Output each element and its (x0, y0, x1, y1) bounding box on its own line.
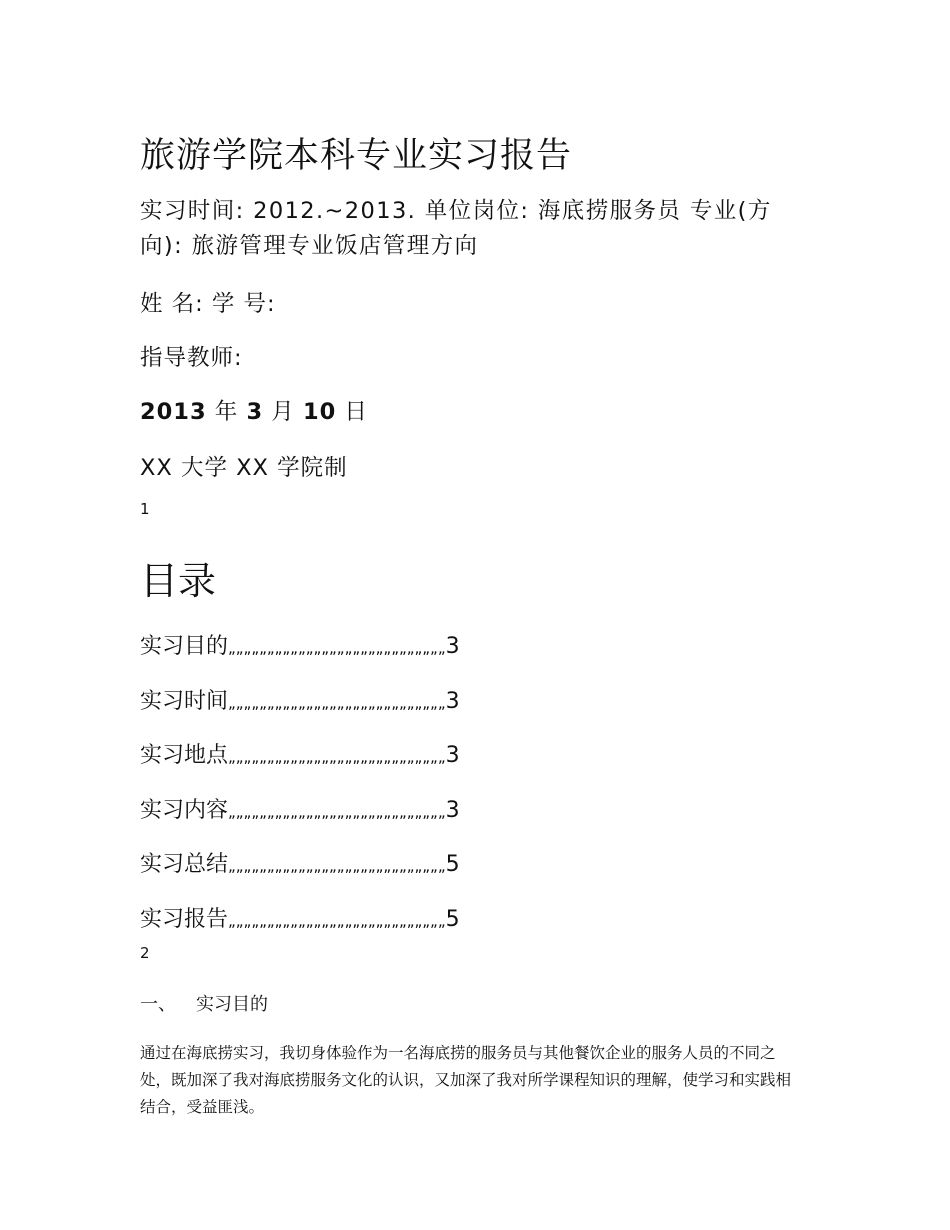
date-year: 2013 (140, 399, 207, 425)
toc-list (140, 620, 460, 947)
toc-entry-page: 3 (445, 634, 460, 659)
internship-meta: 实习时间: 2012.~2013. 单位岗位: 海底捞服务员 专业(方向): 旅游管理专业饭店管理方向 (140, 198, 772, 259)
toc-entry-page: 3 (445, 743, 460, 768)
page-number: 2 (140, 944, 150, 962)
toc-entry-label: 实习总结 (140, 852, 229, 877)
report-title: 旅游学院本科专业实习报告 (140, 136, 573, 176)
section-heading (140, 990, 268, 1016)
toc-entry[interactable] (140, 620, 460, 675)
date-month: 3 (246, 399, 264, 425)
toc-leader-dots: „„„„„„„„„„„„„„„„„„„„„„„„„„„„ (228, 693, 446, 712)
date-day: 10 (302, 399, 337, 425)
toc-entry-label: 实习报告 (140, 906, 229, 932)
toc-leader-dots: „„„„„„„„„„„„„„„„„„„„„„„„„„„„ (228, 857, 446, 875)
page-number: 1 (140, 500, 150, 518)
toc-entry[interactable] (140, 838, 460, 893)
toc-leader-dots: „„„„„„„„„„„„„„„„„„„„„„„„„„„„ (228, 748, 446, 766)
toc-entry[interactable] (140, 784, 460, 839)
toc-title: 目录 (140, 559, 217, 603)
toc-leader-dots: „„„„„„„„„„„„„„„„„„„„„„„„„„„„ (228, 802, 446, 821)
toc-entry-label: 实习目的 (140, 634, 229, 659)
toc-entry[interactable] (140, 675, 460, 730)
toc-entry-label: 实习地点 (140, 743, 229, 768)
section-number: 一、 (140, 994, 176, 1015)
name-and-id-line: 姓 名: 学 号: (140, 291, 276, 317)
toc-entry[interactable] (140, 893, 460, 948)
toc-leader-dots: „„„„„„„„„„„„„„„„„„„„„„„„„„„„ (228, 639, 446, 657)
toc-entry-label: 实习时间 (140, 688, 229, 714)
toc-entry-page: 3 (445, 797, 460, 823)
toc-entry-label: 实习内容 (140, 797, 229, 823)
section-body: 通过在海底捞实习，我切身体验作为一名海底捞的服务员与其他餐饮企业的服务人员的不同之处，既加深了我对海底捞服务文化的认识，又加深了我对所学课程知识的理解，使学习和实践相结合，受益匪浅。 (140, 1044, 792, 1116)
advisor-line: 指导教师: (140, 345, 243, 371)
school-line: XX 大学 XX 学院制 (140, 455, 348, 481)
date-month-unit: 月 (271, 399, 295, 425)
date-day-unit: 日 (344, 399, 368, 425)
section-title: 实习目的 (196, 994, 268, 1015)
toc-entry-page: 3 (445, 688, 460, 714)
date-year-unit: 年 (214, 399, 239, 425)
toc-leader-dots: „„„„„„„„„„„„„„„„„„„„„„„„„„„„ (228, 911, 446, 930)
report-date (140, 394, 368, 426)
toc-entry-page: 5 (445, 852, 460, 877)
toc-entry[interactable] (140, 729, 460, 784)
toc-entry-page: 5 (445, 906, 460, 932)
